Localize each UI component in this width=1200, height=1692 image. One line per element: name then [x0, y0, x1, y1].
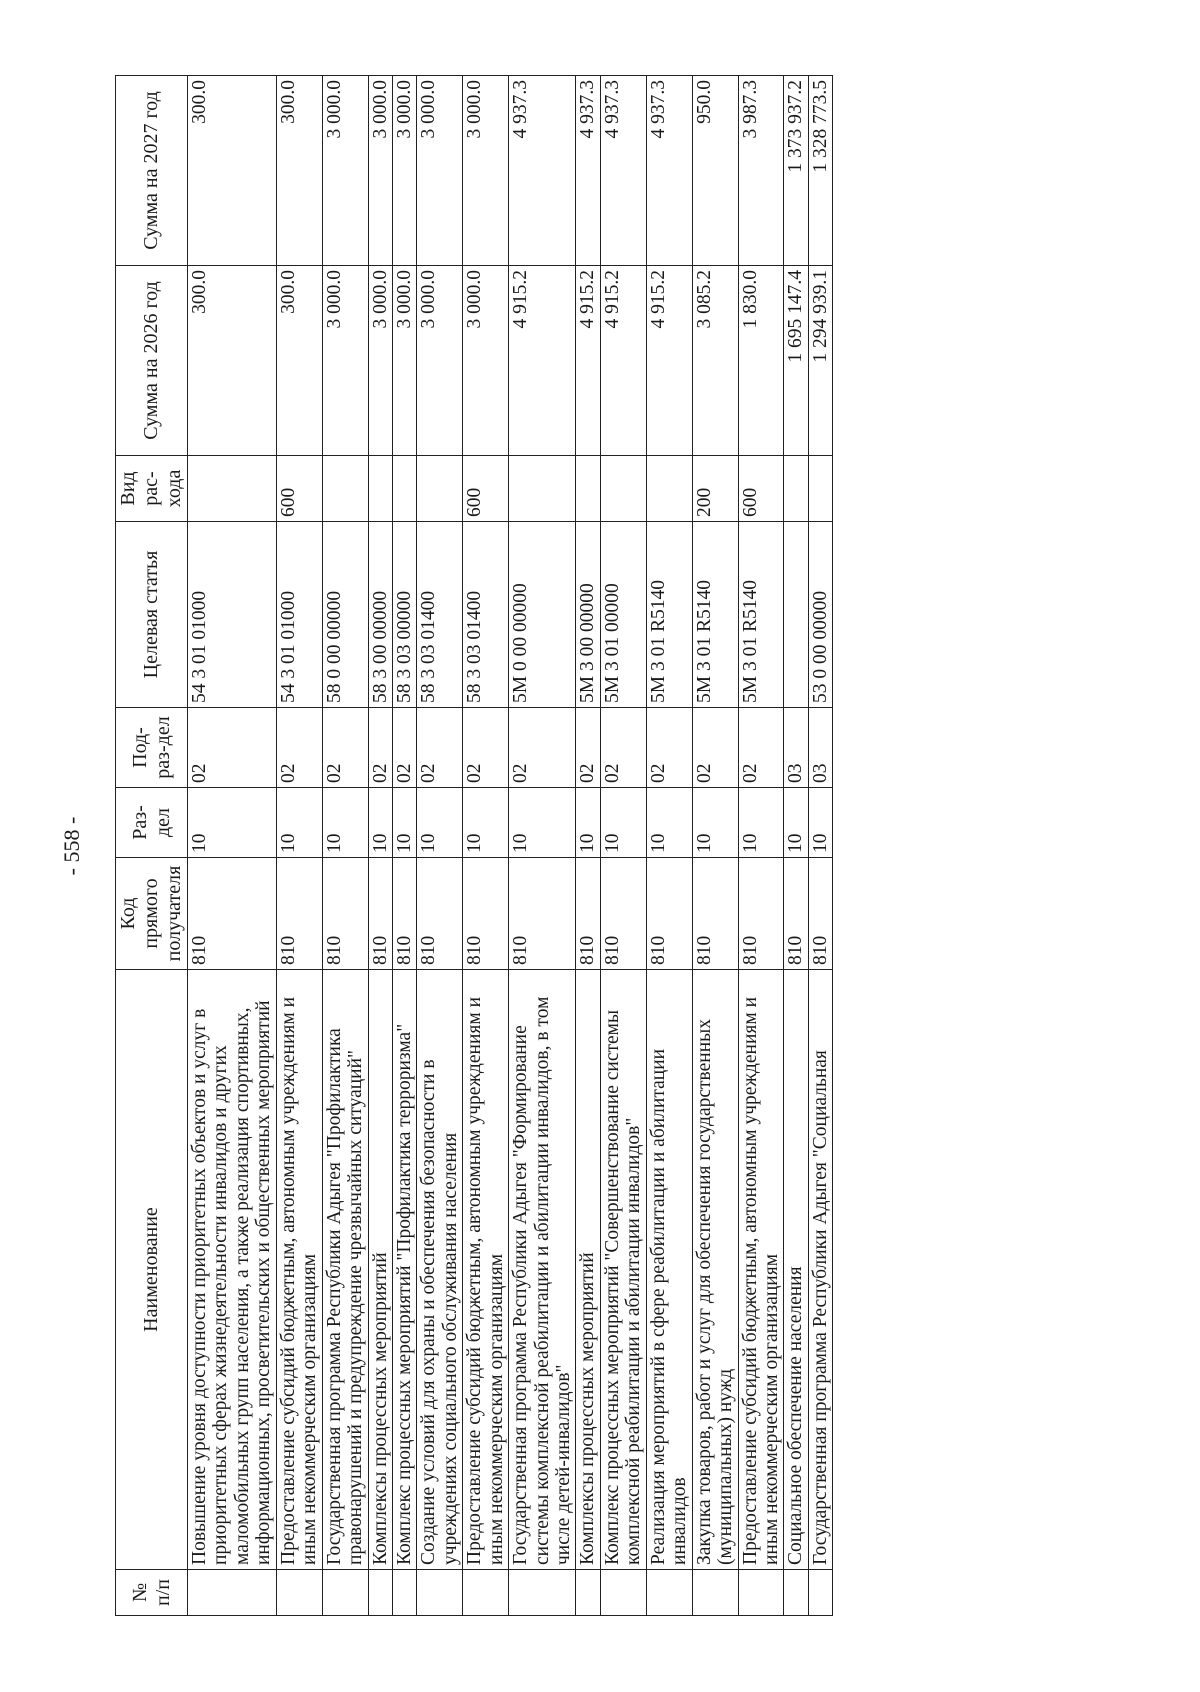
cell-sum-2027: 3 000.0	[463, 76, 509, 266]
cell-section: 10	[808, 788, 832, 858]
cell-name: Предоставление субсидий бюджетным, автономным учреждениям и иным некоммерческим организациям	[463, 970, 509, 1570]
header-number: № п/п	[116, 1570, 188, 1616]
cell-sum-2026: 4 915.2	[600, 266, 646, 456]
cell-name: Создание условий для охраны и обеспечения безопасности в учреждениях социального обслуживания населения	[417, 970, 463, 1570]
table-header-row	[116, 76, 188, 1616]
table-row	[576, 76, 600, 1616]
cell-subsection: 03	[808, 708, 832, 788]
cell-name: Предоставление субсидий бюджетным, автономным учреждениям и иным некоммерческим организациям	[276, 970, 322, 1570]
cell-target-article: 54 3 01 01000	[276, 522, 322, 708]
cell-number	[392, 1570, 416, 1616]
cell-section: 10	[417, 788, 463, 858]
cell-expense-type	[417, 456, 463, 522]
cell-subsection: 02	[738, 708, 784, 788]
cell-subsection: 02	[576, 708, 600, 788]
cell-name: Закупка товаров, работ и услуг для обеспечения государственных (муниципальных) нужд	[692, 970, 738, 1570]
cell-sum-2026: 1 695 147.4	[784, 266, 808, 456]
cell-sum-2026: 4 915.2	[646, 266, 692, 456]
cell-sum-2026: 4 915.2	[509, 266, 576, 456]
budget-table	[115, 75, 833, 1616]
cell-recipient-code: 810	[692, 858, 738, 970]
cell-target-article: 5М 0 00 00000	[509, 522, 576, 708]
cell-sum-2026: 1 830.0	[738, 266, 784, 456]
cell-expense-type	[322, 456, 368, 522]
header-recipient-code: Код прямого получателя	[116, 858, 188, 970]
cell-recipient-code: 810	[784, 858, 808, 970]
cell-name: Комплексы процессных мероприятий	[576, 970, 600, 1570]
cell-sum-2026: 3 000.0	[368, 266, 392, 456]
cell-expense-type: 600	[463, 456, 509, 522]
cell-recipient-code: 810	[276, 858, 322, 970]
table-row	[276, 76, 322, 1616]
cell-recipient-code: 810	[509, 858, 576, 970]
cell-sum-2027: 3 000.0	[392, 76, 416, 266]
cell-name: Государственная программа Республики Адыгея "Профилактика правонарушений и предупреждение чрезвычайных ситуаций"	[322, 970, 368, 1570]
cell-number	[417, 1570, 463, 1616]
cell-expense-type	[188, 456, 277, 522]
cell-recipient-code: 810	[392, 858, 416, 970]
cell-subsection: 02	[463, 708, 509, 788]
cell-section: 10	[463, 788, 509, 858]
header-sum-2027: Сумма на 2027 год	[116, 76, 188, 266]
cell-recipient-code: 810	[463, 858, 509, 970]
cell-sum-2027: 4 937.3	[646, 76, 692, 266]
cell-name: Комплексы процессных мероприятий	[368, 970, 392, 1570]
cell-sum-2027: 3 987.3	[738, 76, 784, 266]
table-row	[738, 76, 784, 1616]
cell-section: 10	[368, 788, 392, 858]
cell-number	[784, 1570, 808, 1616]
cell-section: 10	[738, 788, 784, 858]
cell-expense-type	[509, 456, 576, 522]
cell-number	[322, 1570, 368, 1616]
cell-sum-2026: 1 294 939.1	[808, 266, 832, 456]
cell-expense-type: 600	[738, 456, 784, 522]
cell-recipient-code: 810	[808, 858, 832, 970]
cell-subsection: 02	[600, 708, 646, 788]
table-row	[463, 76, 509, 1616]
header-subsection: Под-раз-дел	[116, 708, 188, 788]
cell-recipient-code: 810	[322, 858, 368, 970]
cell-name: Комплекс процессных мероприятий "Профилактика терроризма"	[392, 970, 416, 1570]
cell-subsection: 02	[646, 708, 692, 788]
table-row	[417, 76, 463, 1616]
cell-recipient-code: 810	[600, 858, 646, 970]
cell-section: 10	[322, 788, 368, 858]
cell-expense-type	[368, 456, 392, 522]
cell-section: 10	[646, 788, 692, 858]
cell-expense-type	[646, 456, 692, 522]
cell-subsection: 02	[692, 708, 738, 788]
cell-sum-2026: 4 915.2	[576, 266, 600, 456]
table-row	[646, 76, 692, 1616]
cell-section: 10	[188, 788, 277, 858]
cell-number	[463, 1570, 509, 1616]
cell-number	[188, 1570, 277, 1616]
cell-sum-2026: 3 085.2	[692, 266, 738, 456]
cell-number	[368, 1570, 392, 1616]
table-row	[509, 76, 576, 1616]
cell-expense-type: 200	[692, 456, 738, 522]
cell-sum-2026: 300.0	[188, 266, 277, 456]
cell-target-article: 5М 3 00 00000	[576, 522, 600, 708]
cell-expense-type	[392, 456, 416, 522]
cell-recipient-code: 810	[368, 858, 392, 970]
header-section: Раз-дел	[116, 788, 188, 858]
cell-section: 10	[692, 788, 738, 858]
cell-number	[600, 1570, 646, 1616]
cell-subsection: 02	[509, 708, 576, 788]
cell-target-article: 5М 3 01 R5140	[738, 522, 784, 708]
cell-target-article: 5М 3 01 R5140	[646, 522, 692, 708]
cell-subsection: 02	[392, 708, 416, 788]
cell-target-article: 58 3 03 01400	[463, 522, 509, 708]
cell-section: 10	[509, 788, 576, 858]
cell-sum-2027: 3 000.0	[368, 76, 392, 266]
cell-section: 10	[784, 788, 808, 858]
cell-sum-2027: 300.0	[276, 76, 322, 266]
cell-sum-2026: 3 000.0	[322, 266, 368, 456]
cell-target-article: 58 3 00 00000	[368, 522, 392, 708]
cell-sum-2027: 4 937.3	[509, 76, 576, 266]
cell-name: Комплекс процессных мероприятий "Совершенствование системы комплексной реабилитации и абилитации инвалидов"	[600, 970, 646, 1570]
cell-sum-2027: 950.0	[692, 76, 738, 266]
cell-name: Государственная программа Республики Адыгея "Формирование системы комплексной реабилитации и абилитации инвалидов, в том числе детей-инвалидов"	[509, 970, 576, 1570]
table-row	[368, 76, 392, 1616]
cell-section: 10	[392, 788, 416, 858]
table-row	[600, 76, 646, 1616]
cell-sum-2027: 1 373 937.2	[784, 76, 808, 266]
cell-target-article: 58 3 03 01400	[417, 522, 463, 708]
cell-name: Государственная программа Республики Адыгея "Социальная	[808, 970, 832, 1570]
cell-name: Реализация мероприятий в сфере реабилитации и абилитации инвалидов	[646, 970, 692, 1570]
cell-target-article: 53 0 00 00000	[808, 522, 832, 708]
table-row	[692, 76, 738, 1616]
cell-target-article: 58 3 03 00000	[392, 522, 416, 708]
table-body	[188, 76, 833, 1616]
cell-expense-type	[600, 456, 646, 522]
cell-recipient-code: 810	[646, 858, 692, 970]
budget-table-sheet	[115, 76, 1085, 1616]
table-row	[188, 76, 277, 1616]
header-target-article: Целевая статья	[116, 522, 188, 708]
cell-sum-2027: 4 937.3	[576, 76, 600, 266]
cell-number	[692, 1570, 738, 1616]
cell-number	[808, 1570, 832, 1616]
cell-recipient-code: 810	[576, 858, 600, 970]
table-row	[322, 76, 368, 1616]
cell-recipient-code: 810	[738, 858, 784, 970]
cell-target-article: 5М 3 01 R5140	[692, 522, 738, 708]
cell-expense-type	[784, 456, 808, 522]
header-sum-2026: Сумма на 2026 год	[116, 266, 188, 456]
table-row	[808, 76, 832, 1616]
cell-target-article: 54 3 01 01000	[188, 522, 277, 708]
cell-sum-2027: 300.0	[188, 76, 277, 266]
cell-target-article: 58 0 00 00000	[322, 522, 368, 708]
cell-section: 10	[576, 788, 600, 858]
cell-sum-2026: 3 000.0	[392, 266, 416, 456]
header-expense-type: Вид рас-хода	[116, 456, 188, 522]
cell-name: Предоставление субсидий бюджетным, автономным учреждениям и иным некоммерческим организациям	[738, 970, 784, 1570]
cell-number	[276, 1570, 322, 1616]
cell-section: 10	[276, 788, 322, 858]
cell-section: 10	[600, 788, 646, 858]
cell-sum-2026: 300.0	[276, 266, 322, 456]
cell-subsection: 02	[322, 708, 368, 788]
cell-sum-2027: 4 937.3	[600, 76, 646, 266]
table-row	[784, 76, 808, 1616]
cell-recipient-code: 810	[188, 858, 277, 970]
page-number: - 558 -	[59, 816, 84, 876]
cell-number	[509, 1570, 576, 1616]
cell-target-article: 5М 3 01 00000	[600, 522, 646, 708]
cell-subsection: 03	[784, 708, 808, 788]
cell-number	[646, 1570, 692, 1616]
header-name: Наименование	[116, 970, 188, 1570]
cell-expense-type: 600	[276, 456, 322, 522]
cell-name: Повышение уровня доступности приоритетных объектов и услуг в приоритетных сферах жизнедеятельности инвалидов и других маломобильных групп населения, а также реализация спортивных, информационных, просветительских и общественных мероприятий	[188, 970, 277, 1570]
cell-recipient-code: 810	[417, 858, 463, 970]
cell-subsection: 02	[417, 708, 463, 788]
cell-target-article	[784, 522, 808, 708]
cell-sum-2027: 3 000.0	[417, 76, 463, 266]
cell-name: Социальное обеспечение населения	[784, 970, 808, 1570]
table-row	[392, 76, 416, 1616]
cell-number	[576, 1570, 600, 1616]
cell-number	[738, 1570, 784, 1616]
cell-sum-2026: 3 000.0	[417, 266, 463, 456]
cell-sum-2027: 1 328 773.5	[808, 76, 832, 266]
cell-subsection: 02	[188, 708, 277, 788]
cell-expense-type	[808, 456, 832, 522]
cell-expense-type	[576, 456, 600, 522]
cell-sum-2026: 3 000.0	[463, 266, 509, 456]
cell-subsection: 02	[276, 708, 322, 788]
cell-subsection: 02	[368, 708, 392, 788]
cell-sum-2027: 3 000.0	[322, 76, 368, 266]
